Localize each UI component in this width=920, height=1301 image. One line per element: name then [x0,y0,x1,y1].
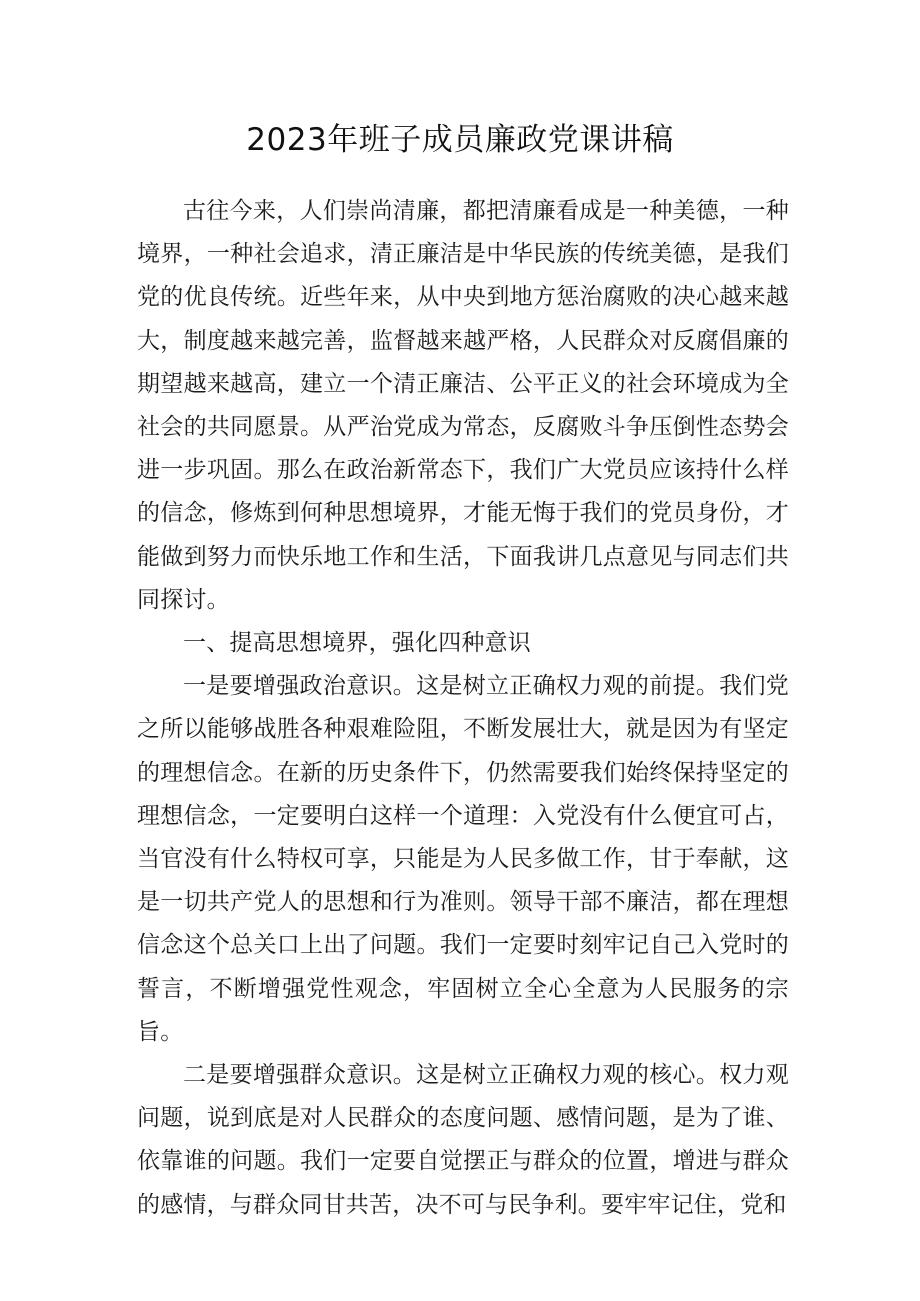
paragraph-mass-awareness: 二是要增强群众意识。这是树立正确权力观的核心。权力观问题，说到底是对人民群众的态度问题、感情问题，是为了谁、依靠谁的问题。我们一定要自觉摆正与群众的位置，增进与群众的感情，与群众同甘共苦，决不可与民争利。要牢牢记住，党和 [137,1062,789,1218]
document-body [137,190,789,1227]
paragraph-intro: 古往今来，人们崇尚清廉，都把清廉看成是一种美德，一种境界，一种社会追求，清正廉洁是中华民族的传统美德，是我们党的优良传统。近些年来，从中央到地方惩治腐败的决心越来越大，制度越来越完善，监督越来越严格，人民群众对反腐倡廉的期望越来越高，建立一个清正廉洁、公平正义的社会环境成为全社会的共同愿景。从严治党成为常态，反腐败斗争压倒性态势会进一步巩固。那么在政治新常态下，我们广大党员应该持什么样的信念，修炼到何种思想境界，才能无悔于我们的党员身份，才能做到努力而快乐地工作和生活，下面我讲几点意见与同志们共同探讨。 [137,198,789,613]
section-heading-1: 一、提高思想境界，强化四种意识 [183,630,531,657]
paragraph-political-awareness: 一是要增强政治意识。这是树立正确权力观的前提。我们党之所以能够战胜各种艰难险阻，不断发展壮大，就是因为有坚定的理想信念。在新的历史条件下，仍然需要我们始终保持坚定的理想信念，一定要明白这样一个道理：入党没有什么便宜可占，当官没有什么特权可享，只能是为人民多做工作，甘于奉献，这是一切共产党人的思想和行为准则。领导干部不廉洁，都在理想信念这个总关口上出了问题。我们一定要时刻牢记自己入党时的誓言，不断增强党性观念，牢固树立全心全意为人民服务的宗旨。 [137,673,789,1045]
document-title: 2023年班子成员廉政党课讲稿 [246,122,674,158]
